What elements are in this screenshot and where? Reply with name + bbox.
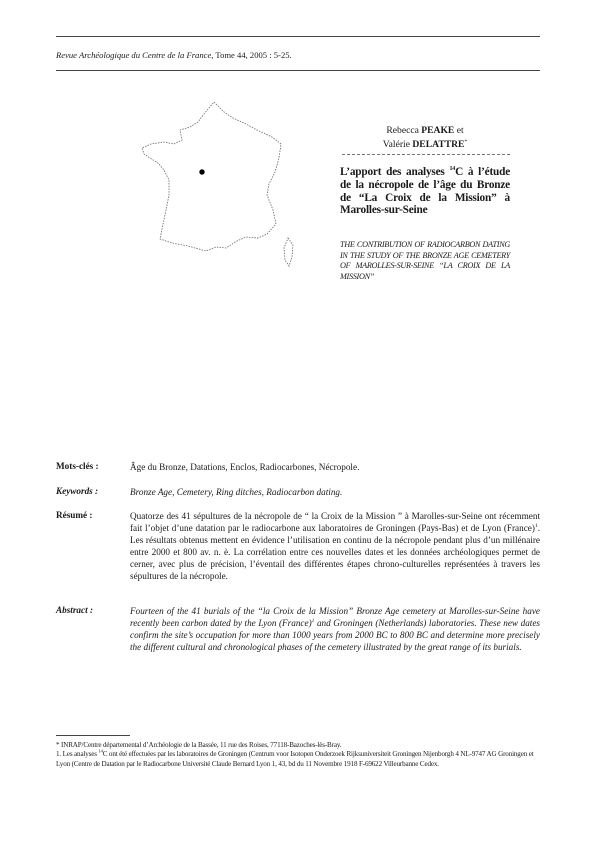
header-top-rule xyxy=(56,36,540,37)
author-2-first-name: Valérie xyxy=(382,138,413,150)
corsica-outline xyxy=(284,238,293,266)
footnote-ref-1: 1 xyxy=(311,617,315,624)
keywords-label: Keywords : xyxy=(56,486,99,496)
footnote-ref-1: 1 xyxy=(534,522,538,529)
resume-label: Résumé : xyxy=(56,510,93,520)
journal-reference xyxy=(56,50,292,60)
resume-text-part1: Quatorze des 41 sépultures de la nécropole de “ la Croix de la Mission ” à Marolles-sur-Seine ont récemment fait l’objet d’une datation par le radiocarbone aux laboratoires de Groningen (Pays-Bas) et de Lyon (France) xyxy=(130,511,540,533)
author-block xyxy=(340,125,510,150)
footnote-rule xyxy=(56,735,130,736)
france-map xyxy=(140,100,300,270)
author-affiliation-mark: * xyxy=(464,138,468,145)
footnote-1 xyxy=(56,750,546,769)
footnote-1-superscript: 14 xyxy=(98,748,103,754)
keywords-text: Bronze Age, Cemetery, Ring ditches, Radiocarbon dating. xyxy=(130,487,343,497)
marolles-location-dot xyxy=(199,169,204,174)
footnote-affiliation: * INRAP/Centre départemental d’Archéologie de la Bassée, 11 rue des Roises, 77118-Bazoches-lès-Bray. xyxy=(56,741,342,749)
abstract-label: Abstract : xyxy=(56,605,94,615)
french-title-part2: C à l’étude de la nécropole de l’âge du Bronze de “La Croix de la Mission” à Marolles-sur-Seine xyxy=(340,166,511,217)
french-title xyxy=(340,166,510,217)
mots-cles-label: Mots-clés : xyxy=(56,461,99,471)
author-conjunction: et xyxy=(454,125,464,136)
footnote-1-part2: C ont été effectuées par les laboratoires de Groningen (Centrum voor Isotopen Onderzoek Rijksuniversiteit Groningen Nijenborgh 4 NL-9747 AG Groningen et Lyon (Centre de Datation par le Radiocarbone Université Claude Bernard Lyon 1, 43, bd du 11 Novembre 1918 F-69622 Villeurbanne Cedex. xyxy=(56,750,534,768)
resume-text-part2: . Les résultats obtenus mettent en évidence l’utilisation en continu de la nécropole pendant plus d’un millénaire entre 2000 et 800 av. n. è. La corrélation entre ces nouvelles dates et les données archéologiques permet de cerner, avec plus de précision, l’éventail des différentes étapes chrono-culturelles représentées à travers les sépultures de la nécropole. xyxy=(130,523,540,581)
english-title: THE CONTRIBUTION OF RADIOCARBON DATING IN THE STUDY OF THE BRONZE AGE CEMETERY OF MAROLLES-SUR-SEINE “LA CROIX DE LA MISSION” xyxy=(340,240,510,281)
footnote-1-part1: 1. Les analyses xyxy=(56,750,99,759)
mots-cles-text: Âge du Bronze, Datations, Enclos, Radiocarbones, Nécropole. xyxy=(130,462,360,472)
author-2-surname: DELATTRE xyxy=(412,138,465,150)
author-1-surname: PEAKE xyxy=(421,125,455,136)
abstract-text xyxy=(130,605,540,653)
author-1-first-name: Rebecca xyxy=(386,125,422,136)
abstract-text-part2: and Groningen (Netherlands) laboratories. These new dates confirm the site’s occupation for more than 1000 years from 2000 BC to 800 BC and determine more precisely the different cultural and chronological phases of the cemetery illustrated by the great range of its burials. xyxy=(130,618,540,652)
carbon-isotope-superscript: 14 xyxy=(449,166,456,173)
author-divider xyxy=(342,154,510,155)
french-title-part1: L’apport des analyses xyxy=(340,166,450,178)
journal-volume: Tome 44, 2005 : 5-25. xyxy=(213,50,292,60)
footnotes xyxy=(56,741,546,769)
journal-name: Revue Archéologique du Centre de la France, xyxy=(56,50,214,60)
abstract-text-part1: Fourteen of the 41 burials of the “la Croix de la Mission” Bronze Age cemetery at Marolles-sur-Seine have recently been carbon dated by the Lyon (France) xyxy=(130,606,540,628)
resume-text xyxy=(130,510,540,582)
author-2 xyxy=(340,137,510,151)
author-1 xyxy=(340,125,510,137)
header-bottom-rule xyxy=(56,70,540,71)
france-outline xyxy=(142,102,281,251)
